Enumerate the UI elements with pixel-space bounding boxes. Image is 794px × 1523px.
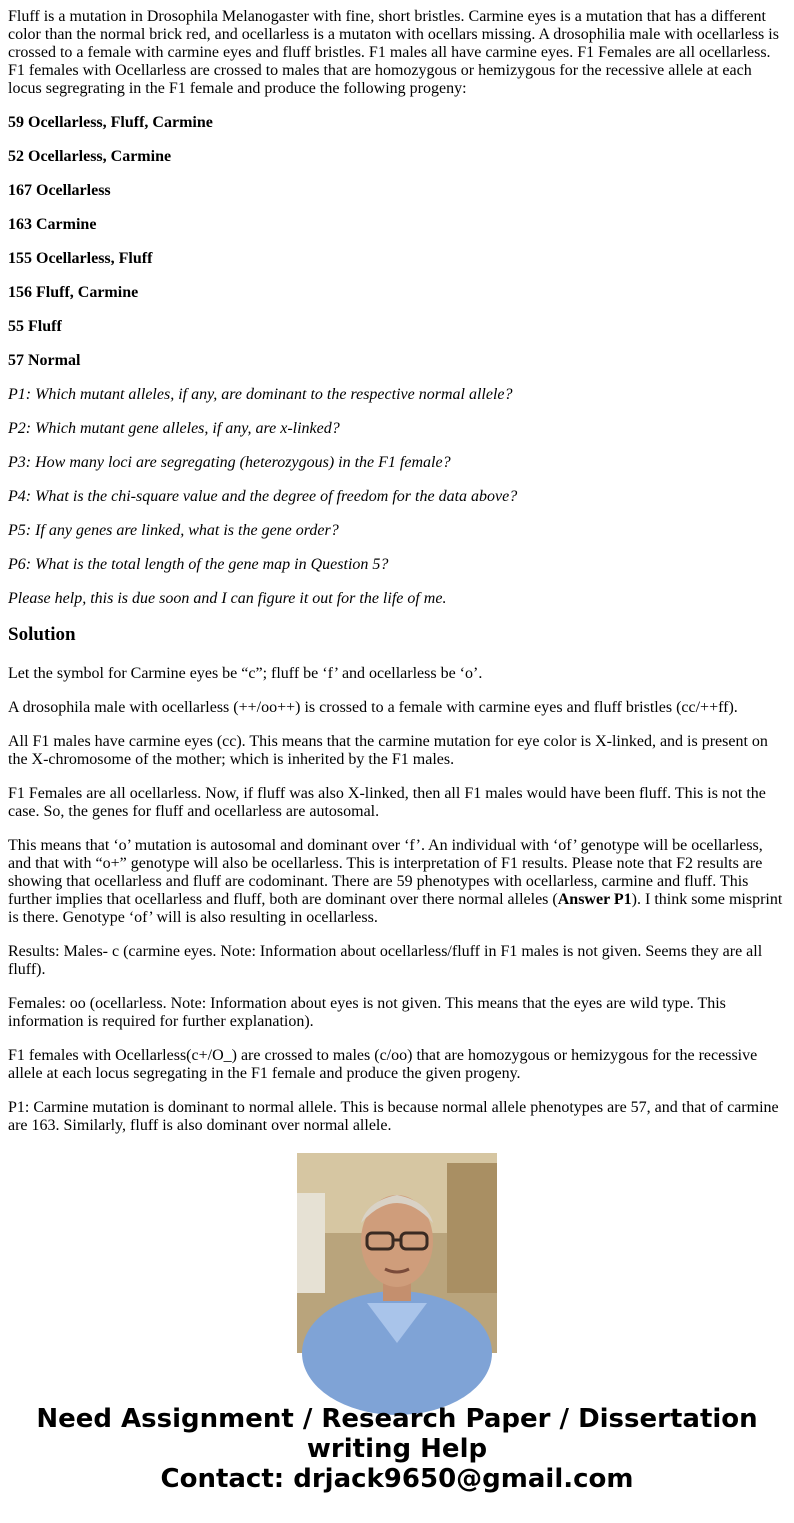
progeny-line: 155 Ocellarless, Fluff xyxy=(8,250,153,267)
question-intro: Fluff is a mutation in Drosophila Melanogaster with fine, short bristles. Carmine eyes is a mutation that has a different color than the normal brick red, and ocellarless is a mutaton with ocellars missing. A drosophilia male with ocellarless is crossed to a female with carmine eyes and fluff bristles. F1 males all have carmine eyes. F1 Females are all ocellarless. F1 females with Ocellarless are crossed to males that are homozygous or hemizygous for the recessive allele at each locus segregrating in the F1 female and produce the following progeny: xyxy=(8,8,779,97)
progeny-line: 59 Ocellarless, Fluff, Carmine xyxy=(8,114,213,131)
answer-p1-label: Answer P1 xyxy=(557,891,632,908)
question-prompt: P3: How many loci are segregating (heterozygous) in the F1 female? xyxy=(8,454,451,471)
question-prompt: P2: Which mutant gene alleles, if any, are x-linked? xyxy=(8,420,340,437)
promo-line: writing Help xyxy=(306,1434,488,1464)
solution-paragraph: Let the symbol for Carmine eyes be “c”; fluff be ‘f’ and ocellarless be ‘o’. xyxy=(8,665,483,682)
promo-line: Need Assignment / Research Paper / Dissertation xyxy=(36,1404,758,1434)
solution-text: ). I think some misprint is there. Genotype ‘of’ will is also resulting in ocellarless. xyxy=(8,891,783,926)
solution-paragraph: A drosophila male with ocellarless (++/oo++) is crossed to a female with carmine eyes and fluff bristles (cc/++ff). xyxy=(8,699,738,716)
question-prompt: Please help, this is due soon and I can figure it out for the life of me. xyxy=(8,590,447,607)
progeny-line: 163 Carmine xyxy=(8,216,97,233)
tutor-portrait xyxy=(297,1153,497,1353)
promo-banner xyxy=(0,1404,794,1494)
question-prompt: P6: What is the total length of the gene map in Question 5? xyxy=(8,556,389,573)
solution-text: This means that ‘o’ mutation is autosomal and dominant over ‘f’. An individual with ‘of’ genotype will be ocellarless, and that with “o+” genotype will also be ocellarless. This is interpretation of F1 results. Please note that F2 results are showing that ocellarless and fluff are codominant. There are 59 phenotypes with ocellarless, carmine and fluff. This further implies that ocellarless and fluff, both are dominant over there normal alleles ( xyxy=(8,837,763,908)
question-prompt: P1: Which mutant alleles, if any, are dominant to the respective normal allele? xyxy=(8,386,513,403)
article-content xyxy=(8,8,786,1134)
promo-contact: Contact: drjack9650@gmail.com xyxy=(160,1464,634,1494)
progeny-line: 167 Ocellarless xyxy=(8,182,111,199)
solution-paragraph: F1 females with Ocellarless(c+/O_) are crossed to males (c/oo) that are homozygous or hemizygous for the recessive allele at each locus segregating in the F1 female and produce the given progeny. xyxy=(8,1047,758,1082)
solution-paragraph: Females: oo (ocellarless. Note: Information about eyes is not given. This means that the eyes are wild type. This information is required for further explanation). xyxy=(8,995,726,1030)
progeny-line: 57 Normal xyxy=(8,352,81,369)
solution-paragraph: All F1 males have carmine eyes (cc). This means that the carmine mutation for eye color is X-linked, and is present on the X-chromosome of the mother; which is inherited by the F1 males. xyxy=(8,733,768,768)
question-prompt: P4: What is the chi-square value and the degree of freedom for the data above? xyxy=(8,488,518,505)
tutor-avatar xyxy=(297,1153,497,1353)
progeny-line: 156 Fluff, Carmine xyxy=(8,284,139,301)
progeny-line: 55 Fluff xyxy=(8,318,62,335)
solution-paragraph xyxy=(8,837,786,927)
progeny-line: 52 Ocellarless, Carmine xyxy=(8,148,172,165)
solution-paragraph: Results: Males- c (carmine eyes. Note: Information about ocellarless/fluff in F1 males is not given. Seems they are all fluff). xyxy=(8,943,763,978)
question-prompt: P5: If any genes are linked, what is the gene order? xyxy=(8,522,339,539)
solution-paragraph: F1 Females are all ocellarless. Now, if fluff was also X-linked, then all F1 males would have been fluff. This is not the case. So, the genes for fluff and ocellarless are autosomal. xyxy=(8,785,766,820)
solution-paragraph: P1: Carmine mutation is dominant to normal allele. This is because normal allele phenotypes are 57, and that of carmine are 163. Similarly, fluff is also dominant over normal allele. xyxy=(8,1099,779,1134)
solution-heading: Solution xyxy=(8,624,76,645)
